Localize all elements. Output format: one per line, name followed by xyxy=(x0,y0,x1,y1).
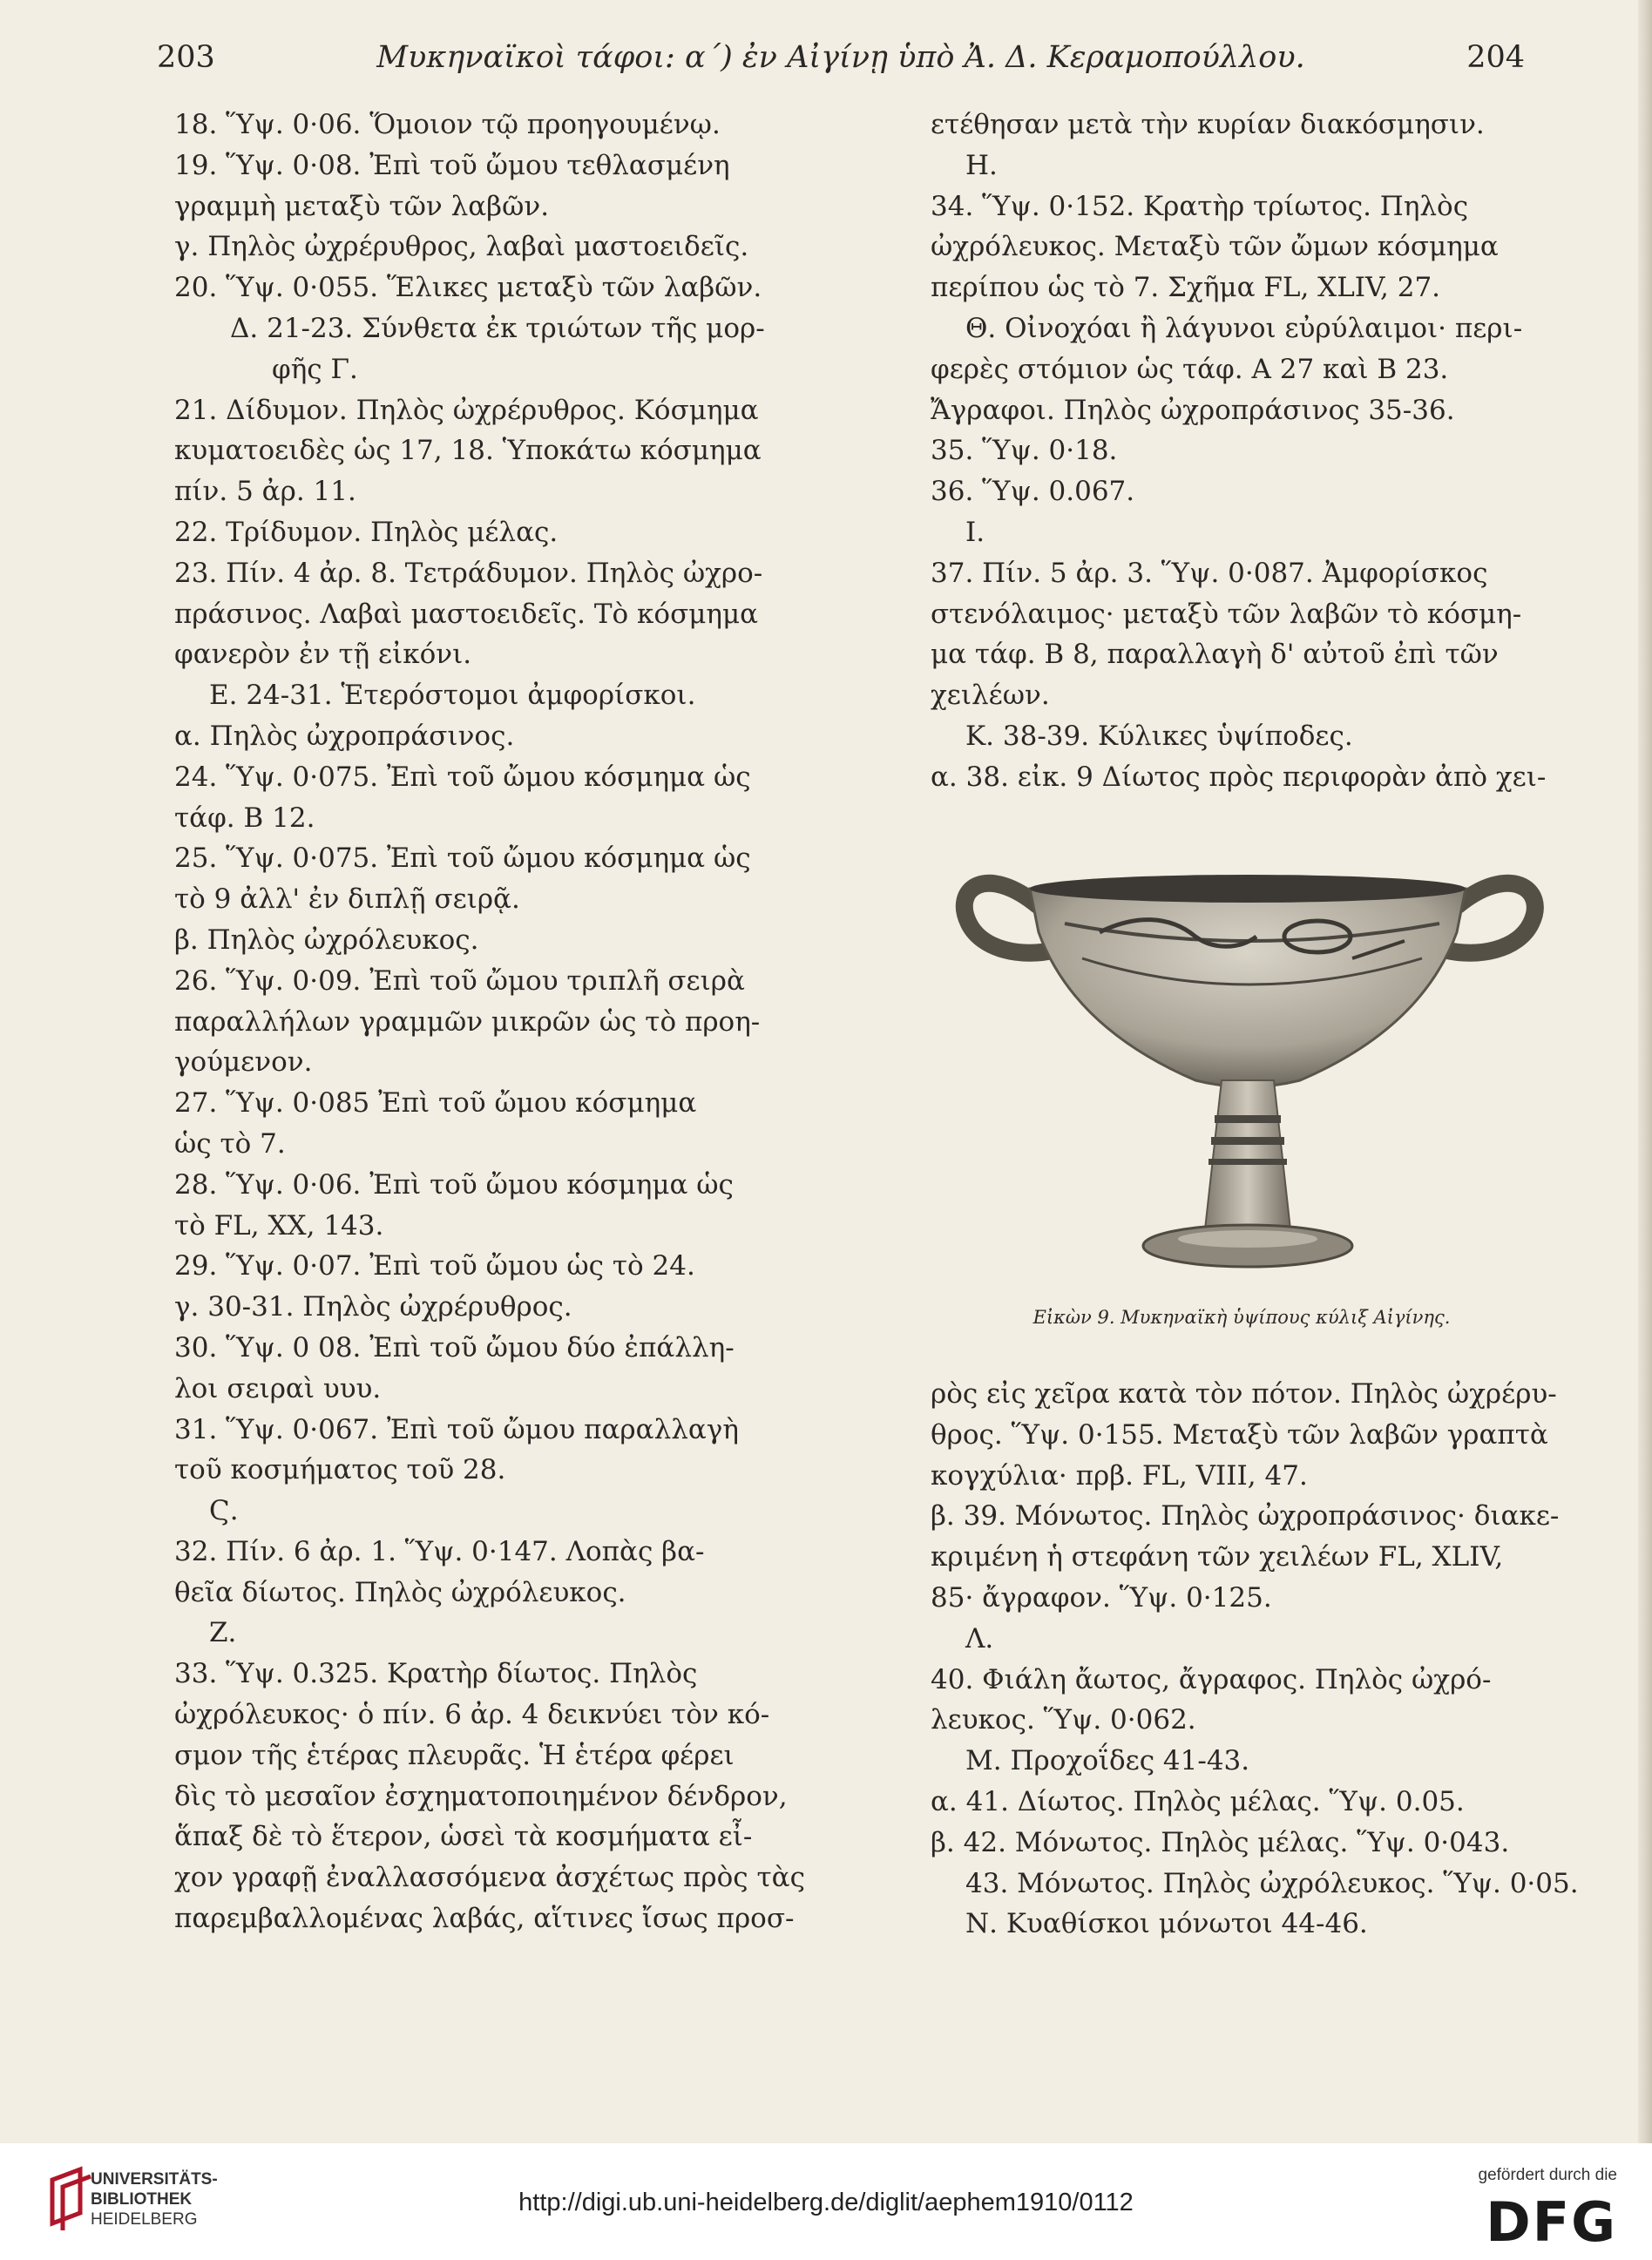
text-line: ετέθησαν μετὰ τὴν κυρίαν διακόσμησιν. xyxy=(931,109,1485,140)
page-number-left: 203 xyxy=(157,40,215,75)
text-line: 33. Ὕψ. 0.325. Κρατὴρ δίωτος. Πηλὸς xyxy=(174,1658,698,1690)
text-line: φερὲς στόμιον ὡς τάφ. Α 27 καὶ Β 23. xyxy=(931,353,1449,385)
text-line: Ε. 24-31. Ἑτερόστομοι ἀμφορίσκοι. xyxy=(209,680,696,712)
text-line: 18. Ὕψ. 0·06. Ὅμοιον τῷ προηγουμένῳ. xyxy=(174,109,721,140)
text-line: δὶς τὸ μεσαῖον ἐσχηματοποιημένον δένδρον, xyxy=(174,1780,788,1812)
right-column-bottom xyxy=(931,1374,1579,1945)
text-line: 30. Ὕψ. 0 08. Ἐπὶ τοῦ ὤμου δύο ἐπάλλη- xyxy=(174,1331,735,1363)
text-line: τοῦ κοσμήματος τοῦ 28. xyxy=(174,1454,506,1486)
text-line: φανερὸν ἐν τῇ εἰκόνι. xyxy=(174,639,472,671)
text-line: παρεμβαλλομένας λαβάς, αἵτινες ἴσως προσ- xyxy=(174,1903,795,1935)
text-line: ἅπαξ δὲ τὸ ἕτερον, ὡσεὶ τὰ κοσμήματα εἶ- xyxy=(174,1821,753,1853)
text-line: 34. Ὕψ. 0·152. Κρατὴρ τρίωτος. Πηλὸς xyxy=(931,190,1469,222)
text-line: φῆς Γ. xyxy=(272,353,358,385)
text-line: χον γραφῇ ἐναλλασσόμενα ἀσχέτως πρὸς τὰς xyxy=(174,1862,805,1894)
text-line: 19. Ὕψ. 0·08. Ἐπὶ τοῦ ὤμου τεθλασμένη xyxy=(174,149,730,181)
text-line: Κ. 38-39. Κύλικες ὑψίποδες. xyxy=(965,720,1353,752)
text-line: πίν. 5 ἀρ. 11. xyxy=(174,476,356,508)
text-line: παραλλήλων γραμμῶν μικρῶν ὡς τὸ προη- xyxy=(174,1005,761,1038)
text-line: 85· ἄγραφον. Ὕψ. 0·125. xyxy=(931,1581,1272,1614)
text-line: 29. Ὕψ. 0·07. Ἐπὶ τοῦ ὤμου ὡς τὸ 24. xyxy=(174,1250,695,1282)
text-line: χειλέων. xyxy=(931,680,1050,712)
text-line: Ἄγραφοι. Πηλὸς ὠχροπράσινος 35-36. xyxy=(931,394,1455,426)
text-line: ρὸς εἰς χεῖρα κατὰ τὸν πότον. Πηλὸς ὠχρέρυ- xyxy=(931,1378,1557,1410)
text-line: στενόλαιμος· μεταξὺ τῶν λαβῶν τὸ κόσμη- xyxy=(931,598,1522,630)
text-line: α. Πηλὸς ὠχροπράσινος. xyxy=(174,720,515,752)
text-line: λοι σειραὶ υυυ. xyxy=(174,1372,382,1404)
text-line: β. 42. Μόνωτος. Πηλὸς μέλας. Ὕψ. 0·043. xyxy=(931,1826,1510,1858)
figure-caption: Εἰκὼν 9. Μυκηναϊκὴ ὑψίπους κύλιξ Αἰγίνης. xyxy=(1032,1307,1451,1328)
text-line: 20. Ὕψ. 0·055. Ἕλικες μεταξὺ τῶν λαβῶν. xyxy=(174,272,762,304)
running-title: Μυκηναϊκοὶ τάφοι: α΄) ἐν Αἰγίνῃ ὑπὸ Ἀ. Δ. Κεραμοπούλλου. xyxy=(376,40,1305,75)
library-name-line2: BIBLIOTHEK xyxy=(91,2190,193,2209)
kylix-figure xyxy=(934,828,1561,1298)
dfg-logo: DFG xyxy=(1486,2190,1617,2254)
text-line: κυματοειδὲς ὡς 17, 18. Ὑποκάτω κόσμημα xyxy=(174,435,762,467)
text-line: Η. xyxy=(965,149,998,181)
library-name-line1: UNIVERSITÄTS- xyxy=(91,2170,218,2189)
text-line: γραμμὴ μεταξὺ τῶν λαβῶν. xyxy=(174,190,550,222)
text-line: 43. Μόνωτος. Πηλὸς ὠχρόλευκος. Ὕψ. 0·05. xyxy=(965,1867,1579,1899)
text-line: Δ. 21-23. Σύνθετα ἐκ τριώτων τῆς μορ- xyxy=(230,312,765,344)
text-line: α. 38. εἰκ. 9 Δίωτος πρὸς περιφορὰν ἀπὸ χει- xyxy=(931,761,1547,793)
text-line: 36. Ὕψ. 0.067. xyxy=(931,476,1135,508)
text-line: θεῖα δίωτος. Πηλὸς ὠχρόλευκος. xyxy=(174,1576,626,1608)
text-line: κογχύλια· πρβ. FL, VIII, 47. xyxy=(931,1459,1308,1492)
digitization-footer xyxy=(0,2143,1652,2260)
text-line: ὡς τὸ 7. xyxy=(174,1127,286,1160)
text-line: τὸ 9 ἀλλ' ἐν διπλῇ σειρᾷ. xyxy=(174,883,520,916)
right-column-top xyxy=(931,105,1547,798)
text-line: Ζ. xyxy=(209,1617,237,1649)
text-line: τάφ. Β 12. xyxy=(174,802,315,834)
permalink[interactable]: http://digi.ub.uni-heidelberg.de/diglit/aephem1910/0112 xyxy=(518,2189,1134,2216)
text-line: 22. Τρίδυμον. Πηλὸς μέλας. xyxy=(174,516,559,548)
running-header xyxy=(157,40,1525,84)
text-line: 25. Ὕψ. 0·075. Ἐπὶ τοῦ ὤμου κόσμημα ὡς xyxy=(174,842,751,875)
text-line: Θ. Οἰνοχόαι ἢ λάγυνοι εὐρύλαιμοι· περι- xyxy=(965,312,1523,344)
text-line: πράσινος. Λαβαὶ μαστοειδεῖς. Τὸ κόσμημα xyxy=(174,598,759,630)
text-line: 24. Ὕψ. 0·075. Ἐπὶ τοῦ ὤμου κόσμημα ὡς xyxy=(174,761,751,793)
text-line: 28. Ὕψ. 0·06. Ἐπὶ τοῦ ὤμου κόσμημα ὡς xyxy=(174,1168,734,1201)
text-line: Ϛ. xyxy=(209,1495,239,1527)
text-line: Λ. xyxy=(965,1622,994,1654)
text-line: κριμένη ἡ στεφάνη τῶν χειλέων FL, XLIV, xyxy=(931,1541,1504,1573)
text-line: 27. Ὕψ. 0·085 Ἐπὶ τοῦ ὤμου κόσμημα xyxy=(174,1087,697,1120)
text-line: 32. Πίν. 6 ἀρ. 1. Ὕψ. 0·147. Λοπὰς βα- xyxy=(174,1535,705,1567)
text-line: θρος. Ὕψ. 0·155. Μεταξὺ τῶν λαβῶν γραπτὰ xyxy=(931,1418,1548,1451)
text-line: β. 39. Μόνωτος. Πηλὸς ὠχροπράσινος· διακε- xyxy=(931,1500,1560,1533)
text-line: λευκος. Ὕψ. 0·062. xyxy=(931,1704,1196,1736)
text-line: γούμενον. xyxy=(174,1046,313,1079)
text-line: Ν. Κυαθίσκοι μόνωτοι 44-46. xyxy=(965,1908,1368,1940)
text-line: γ. Πηλὸς ὠχρέρυθρος, λαβαὶ μαστοειδεῖς. xyxy=(174,231,749,263)
text-line: τὸ FL, XX, 143. xyxy=(174,1209,384,1242)
text-line: Ι. xyxy=(965,516,985,548)
text-line: περίπου ὡς τὸ 7. Σχῆμα FL, XLIV, 27. xyxy=(931,272,1441,304)
text-line: β. Πηλὸς ὠχρόλευκος. xyxy=(174,924,479,956)
text-line: 21. Δίδυμον. Πηλὸς ὠχρέρυθρος. Κόσμημα xyxy=(174,394,759,426)
text-line: σμον τῆς ἑτέρας πλευρᾶς. Ἡ ἑτέρα φέρει xyxy=(174,1739,735,1771)
left-column xyxy=(174,105,810,1939)
text-line: 40. Φιάλη ἄωτος, ἄγραφος. Πηλὸς ὠχρό- xyxy=(931,1663,1492,1695)
text-line: 26. Ὕψ. 0·09. Ἐπὶ τοῦ ὤμου τριπλῆ σειρὰ xyxy=(174,964,745,997)
text-line: α. 41. Δίωτος. Πηλὸς μέλας. Ὕψ. 0.05. xyxy=(931,1785,1465,1817)
text-line: 35. Ὕψ. 0·18. xyxy=(931,435,1118,467)
kylix-image xyxy=(934,828,1561,1298)
page-number-right: 204 xyxy=(1466,40,1525,75)
text-line: 37. Πίν. 5 ἀρ. 3. Ὕψ. 0·087. Ἀμφορίσκος xyxy=(931,557,1488,589)
text-line: 23. Πίν. 4 ἀρ. 8. Τετράδυμον. Πηλὸς ὠχρο- xyxy=(174,557,763,589)
text-line: Μ. Προχοΐδες 41-43. xyxy=(965,1745,1250,1777)
text-line: γ. 30-31. Πηλὸς ὠχρέρυθρος. xyxy=(174,1291,572,1323)
text-line: μα τάφ. Β 8, παραλλαγὴ δ' αὐτοῦ ἐπὶ τῶν xyxy=(931,639,1499,671)
text-line: ὠχρόλευκος· ὁ πίν. 6 ἀρ. 4 δεικνύει τὸν κό- xyxy=(174,1699,770,1731)
funding-text: gefördert durch die xyxy=(1478,2166,1617,2184)
page-edge xyxy=(1638,0,1652,2143)
library-name-line3: HEIDELBERG xyxy=(91,2210,198,2229)
text-line: 31. Ὕψ. 0·067. Ἐπὶ τοῦ ὤμου παραλλαγὴ xyxy=(174,1413,739,1445)
text-line: ὠχρόλευκος. Μεταξὺ τῶν ὤμων κόσμημα xyxy=(931,231,1499,263)
